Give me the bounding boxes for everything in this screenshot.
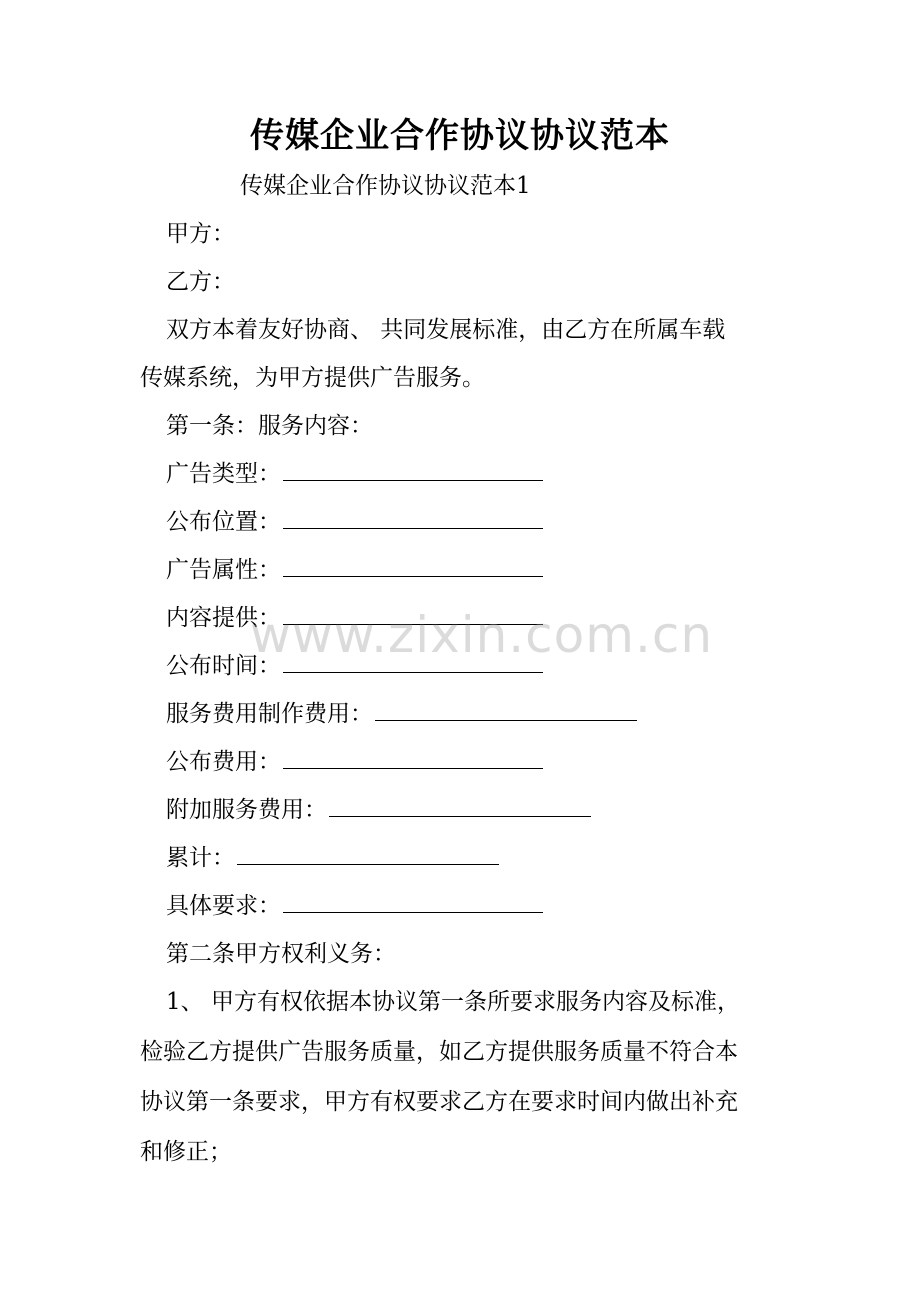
- field-content-provider-label: 内容提供：: [166, 605, 281, 631]
- field-extra-service-fee-blank: [329, 792, 591, 817]
- field-publish-location-label: 公布位置：: [166, 509, 281, 535]
- field-ad-attribute: [166, 550, 543, 590]
- field-service-production-fee: [166, 694, 637, 734]
- field-publish-fee-label: 公布费用：: [166, 749, 281, 775]
- field-publish-time-blank: [283, 648, 543, 673]
- field-service-production-fee-label: 服务费用制作费用：: [166, 701, 373, 727]
- field-ad-type: [166, 454, 543, 494]
- intro-paragraph-line-1: 双方本着友好协商、 共同发展标准，由乙方在所属车载: [166, 317, 726, 343]
- field-publish-location: [166, 502, 543, 542]
- article-1-heading: 第一条：服务内容：: [166, 413, 373, 439]
- field-service-production-fee-blank: [375, 696, 637, 721]
- article-2-heading: 第二条甲方权利义务：: [166, 941, 396, 967]
- field-ad-type-label: 广告类型：: [166, 461, 281, 487]
- party-a-line: 甲方：: [166, 221, 235, 247]
- field-total: [166, 838, 499, 878]
- field-extra-service-fee: [166, 790, 591, 830]
- field-publish-time: [166, 646, 543, 686]
- clause-1-line-4: 和修正；: [140, 1139, 232, 1165]
- field-publish-location-blank: [283, 504, 543, 529]
- field-specific-requirements-label: 具体要求：: [166, 893, 281, 919]
- field-total-blank: [237, 840, 499, 865]
- clause-1-line-1: 1、 甲方有权依据本协议第一条所要求服务内容及标准，: [166, 989, 740, 1015]
- field-specific-requirements: [166, 886, 543, 926]
- watermark-text: www.zixin.com.cn: [250, 606, 714, 664]
- field-publish-fee-blank: [283, 744, 543, 769]
- party-b-line: 乙方：: [166, 269, 235, 295]
- field-specific-requirements-blank: [283, 888, 543, 913]
- clause-1-line-3: 协议第一条要求，甲方有权要求乙方在要求时间内做出补充: [140, 1089, 738, 1115]
- clause-1-line-2: 检验乙方提供广告服务质量，如乙方提供服务质量不符合本: [140, 1039, 738, 1065]
- document-title: 传媒企业合作协议协议范本: [250, 116, 670, 156]
- field-content-provider-blank: [283, 600, 543, 625]
- document-subtitle: 传媒企业合作协议协议范本1: [240, 173, 531, 199]
- field-ad-attribute-blank: [283, 552, 543, 577]
- field-extra-service-fee-label: 附加服务费用：: [166, 797, 327, 823]
- field-ad-type-blank: [283, 456, 543, 481]
- intro-paragraph-line-2: 传媒系统，为甲方提供广告服务。: [140, 365, 485, 391]
- field-ad-attribute-label: 广告属性：: [166, 557, 281, 583]
- field-publish-fee: [166, 742, 543, 782]
- field-total-label: 累计：: [166, 845, 235, 871]
- field-publish-time-label: 公布时间：: [166, 653, 281, 679]
- field-content-provider: [166, 598, 543, 638]
